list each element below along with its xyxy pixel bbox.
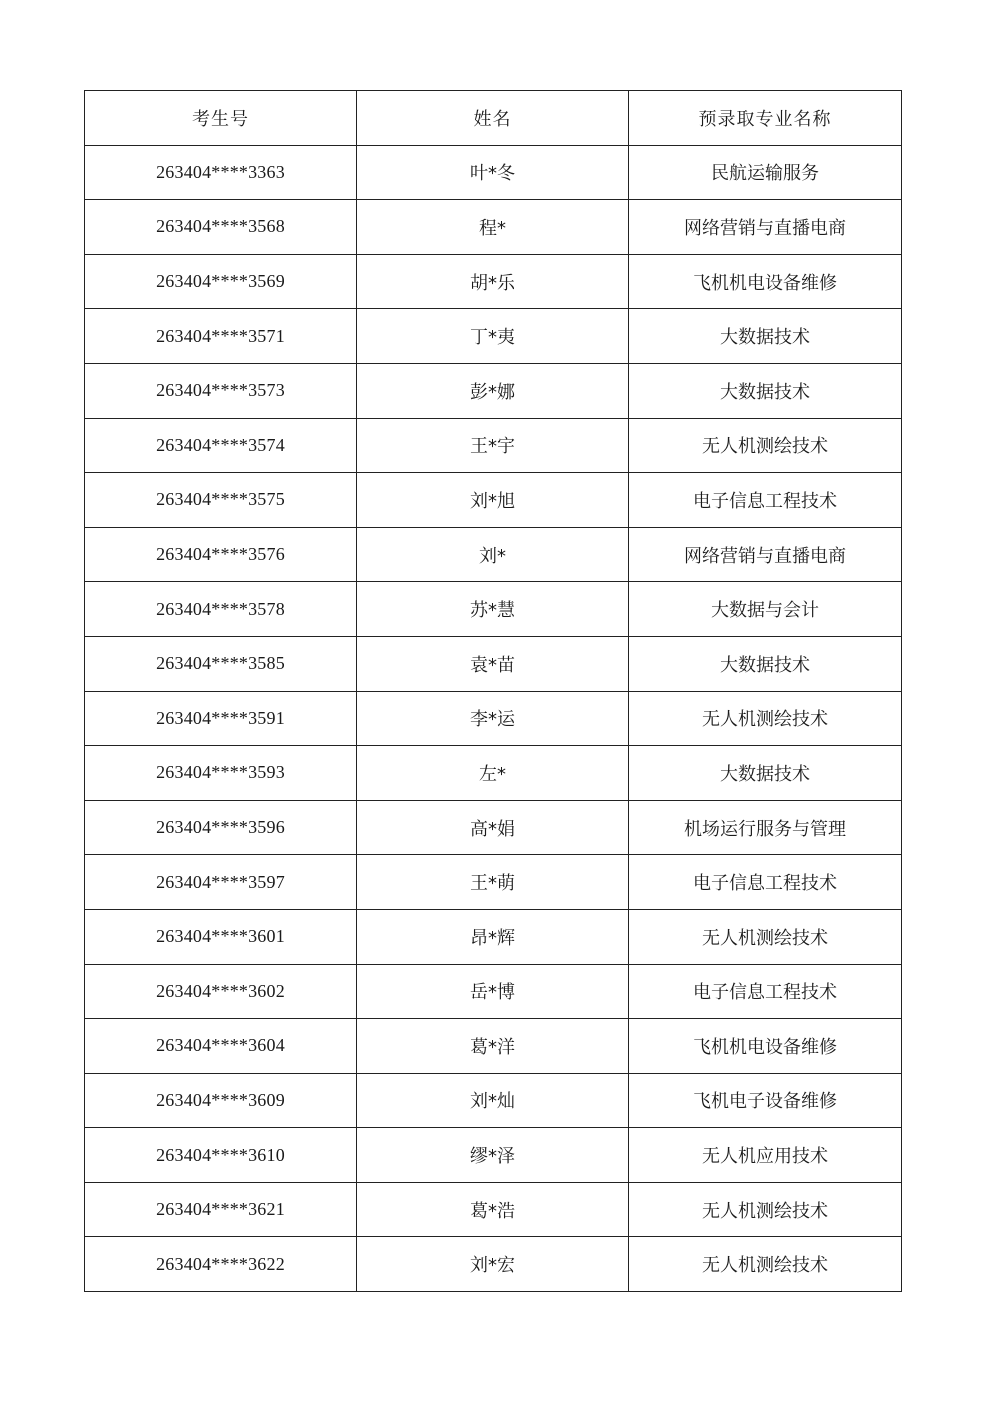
candidate-id-cell: 263404****3576 [85,527,357,582]
name-cell: 岳*博 [357,964,629,1019]
candidate-id-cell: 263404****3604 [85,1019,357,1074]
name-cell: 缪*泽 [357,1128,629,1183]
candidate-id-cell: 263404****3593 [85,746,357,801]
major-cell: 无人机测绘技术 [629,418,902,473]
major-cell: 飞机机电设备维修 [629,1019,902,1074]
name-cell: 刘*宏 [357,1237,629,1292]
table-row [85,1128,902,1183]
major-cell: 无人机测绘技术 [629,1182,902,1237]
admission-table [84,90,902,1292]
name-cell: 李*运 [357,691,629,746]
header-name: 姓名 [357,91,629,146]
candidate-id-cell: 263404****3568 [85,200,357,255]
candidate-id-cell: 263404****3578 [85,582,357,637]
major-cell: 电子信息工程技术 [629,964,902,1019]
major-cell: 网络营销与直播电商 [629,200,902,255]
header-major: 预录取专业名称 [629,91,902,146]
header-candidate-id: 考生号 [85,91,357,146]
table-row [85,964,902,1019]
name-cell: 昂*辉 [357,909,629,964]
table-row [85,582,902,637]
name-cell: 程* [357,200,629,255]
table-body [85,145,902,1291]
major-cell: 飞机电子设备维修 [629,1073,902,1128]
table-row [85,1019,902,1074]
table-row [85,1182,902,1237]
candidate-id-cell: 263404****3574 [85,418,357,473]
name-cell: 丁*夷 [357,309,629,364]
table-row [85,145,902,200]
table-row [85,309,902,364]
candidate-id-cell: 263404****3363 [85,145,357,200]
table-row [85,418,902,473]
candidate-id-cell: 263404****3622 [85,1237,357,1292]
table-row [85,746,902,801]
candidate-id-cell: 263404****3602 [85,964,357,1019]
candidate-id-cell: 263404****3601 [85,909,357,964]
header-row [85,91,902,146]
name-cell: 袁*苗 [357,636,629,691]
candidate-id-cell: 263404****3610 [85,1128,357,1183]
major-cell: 民航运输服务 [629,145,902,200]
major-cell: 飞机机电设备维修 [629,254,902,309]
major-cell: 大数据技术 [629,746,902,801]
major-cell: 大数据技术 [629,309,902,364]
major-cell: 大数据技术 [629,636,902,691]
major-cell: 无人机测绘技术 [629,909,902,964]
table-row [85,855,902,910]
table-row [85,254,902,309]
name-cell: 苏*慧 [357,582,629,637]
candidate-id-cell: 263404****3573 [85,363,357,418]
table-row [85,473,902,528]
table-row [85,527,902,582]
major-cell: 大数据与会计 [629,582,902,637]
table-row [85,1073,902,1128]
name-cell: 胡*乐 [357,254,629,309]
name-cell: 叶*冬 [357,145,629,200]
candidate-id-cell: 263404****3597 [85,855,357,910]
table-row [85,800,902,855]
name-cell: 葛*洋 [357,1019,629,1074]
major-cell: 机场运行服务与管理 [629,800,902,855]
major-cell: 网络营销与直播电商 [629,527,902,582]
candidate-id-cell: 263404****3609 [85,1073,357,1128]
name-cell: 刘*灿 [357,1073,629,1128]
admission-list-sheet [84,90,901,1292]
table-row [85,636,902,691]
major-cell: 电子信息工程技术 [629,473,902,528]
name-cell: 高*娟 [357,800,629,855]
name-cell: 王*宇 [357,418,629,473]
name-cell: 左* [357,746,629,801]
major-cell: 大数据技术 [629,363,902,418]
candidate-id-cell: 263404****3575 [85,473,357,528]
major-cell: 无人机测绘技术 [629,1237,902,1292]
candidate-id-cell: 263404****3596 [85,800,357,855]
major-cell: 无人机应用技术 [629,1128,902,1183]
major-cell: 电子信息工程技术 [629,855,902,910]
name-cell: 王*萌 [357,855,629,910]
major-cell: 无人机测绘技术 [629,691,902,746]
table-header [85,91,902,146]
table-row [85,363,902,418]
name-cell: 彭*娜 [357,363,629,418]
candidate-id-cell: 263404****3585 [85,636,357,691]
table-row [85,200,902,255]
table-row [85,691,902,746]
candidate-id-cell: 263404****3569 [85,254,357,309]
candidate-id-cell: 263404****3591 [85,691,357,746]
name-cell: 葛*浩 [357,1182,629,1237]
name-cell: 刘* [357,527,629,582]
name-cell: 刘*旭 [357,473,629,528]
candidate-id-cell: 263404****3571 [85,309,357,364]
candidate-id-cell: 263404****3621 [85,1182,357,1237]
table-row [85,909,902,964]
table-row [85,1237,902,1292]
